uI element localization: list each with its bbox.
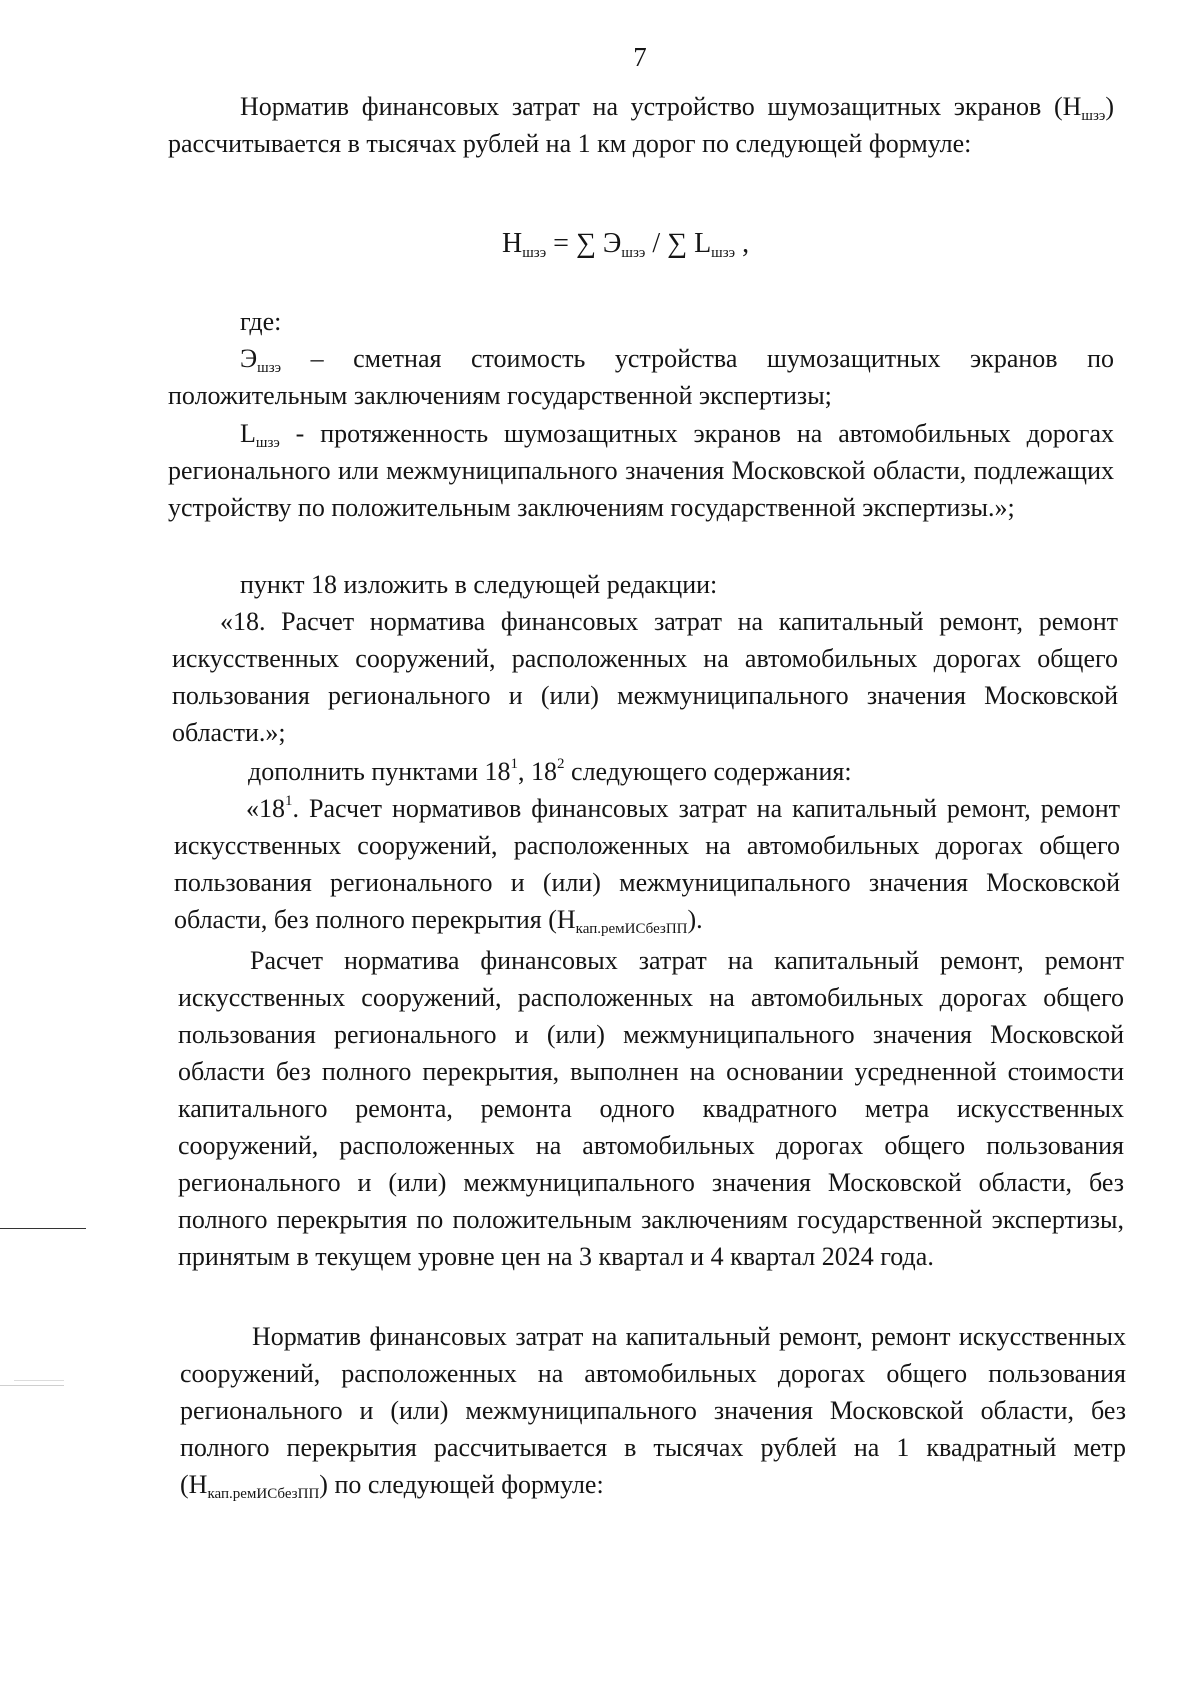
page-number: 7 <box>633 42 647 72</box>
norm-formula-intro <box>180 1318 1126 1503</box>
formula-sum-length: / ∑ L <box>645 228 712 259</box>
definition-length-subscript: шзэ <box>255 435 280 451</box>
add-items-text-c: следующего содержания: <box>564 757 852 786</box>
norm-formula-subscript: кап.ремИСбезПП <box>207 1486 320 1502</box>
item-18-text: «18. Расчет норматива финансовых затрат на капитальный ремонт, ремонт искусственных сооружений, расположенных на автомобильных дорогах общего пользования регионального и (или) межмуниципального значения Московской области.»; <box>172 607 1118 747</box>
formula-length-subscript: шзэ <box>711 245 736 261</box>
definition-length-symbol: L <box>240 419 256 448</box>
shield-norm-text-a: Норматив финансовых затрат на устройство шумозащитных экранов (Н <box>240 92 1082 121</box>
norm-formula-text-a: Норматив финансовых затрат на капитальный ремонт, ремонт искусственных сооружений, расположенных на автомобильных дорогах общего пользования регионального и (или) межмуниципального значения Московской области, без полного перекрытия рассчитывается в тысячах рублей на 1 квадратный метр (Н <box>180 1322 1126 1499</box>
add-items-text-a: дополнить пунктами 18 <box>248 757 511 786</box>
norm-formula-text-b: ) по следующей формуле: <box>319 1470 604 1499</box>
add-items-sup-1: 1 <box>510 756 519 772</box>
definition-length-text: - протяженность шумозащитных экранов на автомобильных дорогах регионального или межмуниципального значения Московской области, подлежащих устройству по положительным заключениям государственной экспертизы.»; <box>168 419 1114 522</box>
margin-mark-faint-2 <box>14 1380 64 1381</box>
calculation-paragraph: Расчет норматива финансовых затрат на капитальный ремонт, ремонт искусственных сооружений, расположенных на автомобильных дорогах общего пользования регионального и (или) межмуниципального значения Московской области без полного перекрытия, выполнен на основании усредненной стоимости капитального ремонта, ремонта одного квадратного метра искусственных сооружений, расположенных на автомобильных дорогах общего пользования регионального и (или) межмуниципального значения Московской области, без полного перекрытия по положительным заключениям государственной экспертизы, принятым в текущем уровне цен на 3 квартал и 4 квартал 2024 года. <box>178 946 1124 1271</box>
formula-lhs: Н <box>502 228 523 259</box>
item-18-1-subscript: кап.ремИСбезПП <box>575 921 688 937</box>
item-18-1-sup: 1 <box>285 793 293 809</box>
definition-cost-text: – сметная стоимость устройства шумозащитных экранов по положительным заключениям государственной экспертизы; <box>168 344 1114 410</box>
definition-length <box>168 415 1114 526</box>
formula-lhs-subscript: шзэ <box>522 245 547 261</box>
add-items-sup-2: 2 <box>557 756 565 772</box>
definition-cost <box>168 340 1114 414</box>
item-18-1-body: . Расчет нормативов финансовых затрат на капитальный ремонт, ремонт искусственных сооружений, расположенных на автомобильных дорогах общего пользования регионального и (или) межмуниципального значения Московской области, без полного перекрытия (Н <box>174 794 1120 934</box>
add-items-intro <box>248 753 852 790</box>
shield-norm-paragraph <box>168 88 1114 162</box>
shield-norm-formula <box>502 228 749 260</box>
shield-norm-text-b: ) рассчитывается в тысячах рублей на 1 км дорог по следующей формуле: <box>168 92 1114 158</box>
add-items-text-b: , 18 <box>518 757 558 786</box>
item-18-1-end: ). <box>687 905 703 934</box>
item-18-1-num: «18 <box>246 794 285 823</box>
shield-norm-subscript: шзэ <box>1081 108 1106 124</box>
formula-cost-subscript: шзэ <box>621 245 646 261</box>
margin-mark <box>0 1228 86 1229</box>
item-18-intro: пункт 18 изложить в следующей редакции: <box>240 570 718 599</box>
formula-end: , <box>735 228 750 259</box>
item-18-1-text <box>174 790 1120 938</box>
where-label: где: <box>240 307 282 336</box>
formula-sum-cost: = ∑ Э <box>546 228 622 259</box>
margin-mark-faint <box>0 1385 64 1386</box>
definition-cost-subscript: шзэ <box>257 360 282 376</box>
definition-cost-symbol: Э <box>240 344 258 373</box>
